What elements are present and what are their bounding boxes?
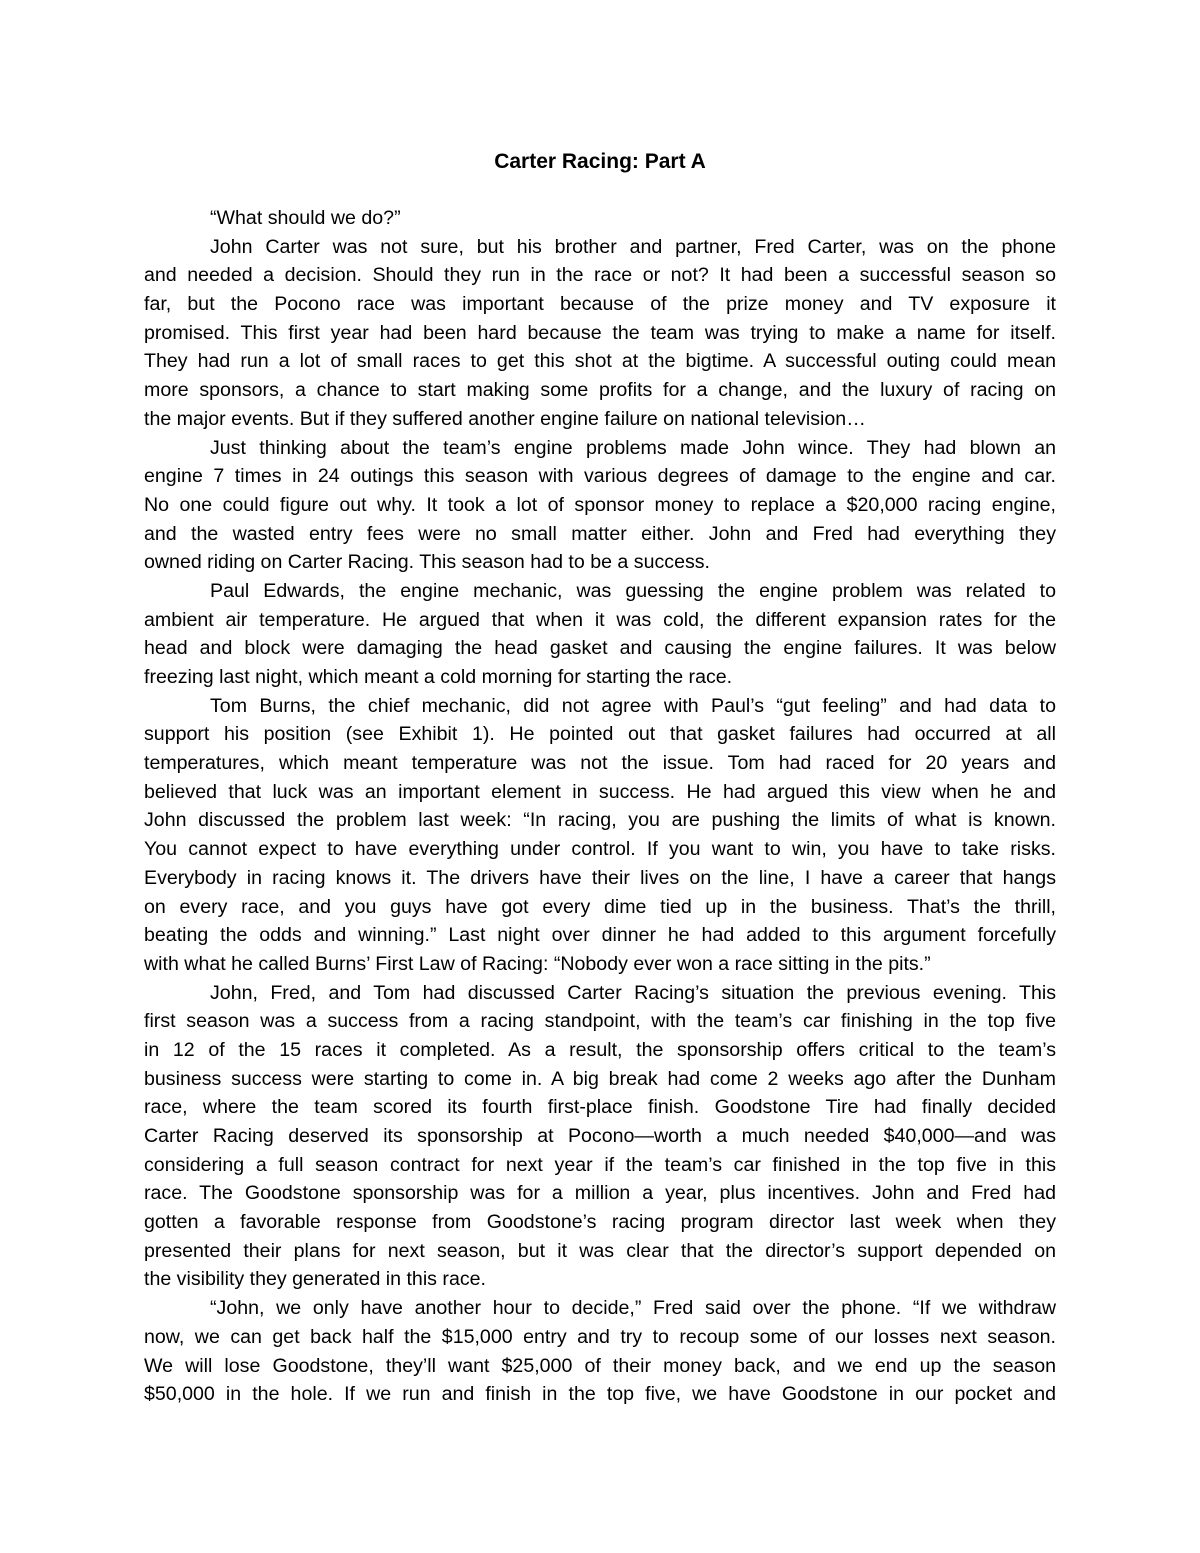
text-line: owned riding on Carter Racing. This season had to be a success. <box>144 551 710 574</box>
text-line: and the wasted entry fees were no small matter either. John and Fred had everything they <box>144 522 1056 545</box>
text-line: business success were starting to come in. A big break had come 2 weeks ago after the Dunham <box>144 1067 1056 1090</box>
text-line: considering a full season contract for next year if the team’s car finished in the top five in this <box>144 1153 1056 1176</box>
text-line: freezing last night, which meant a cold morning for starting the race. <box>144 666 733 688</box>
text-line: Carter Racing deserved its sponsorship at Pocono—worth a much needed $40,000—and was <box>144 1125 1056 1147</box>
text-line: presented their plans for next season, but it was clear that the director’s support depended on <box>144 1239 1056 1262</box>
text-line: head and block were damaging the head gasket and causing the engine failures. It was below <box>144 637 1056 660</box>
text-line: We will lose Goodstone, they’ll want $25,000 of their money back, and we end up the season <box>144 1354 1056 1377</box>
text-line: John discussed the problem last week: “In racing, you are pushing the limits of what is known. <box>144 809 1056 832</box>
text-line: $50,000 in the hole. If we run and finish in the top five, we have Goodstone in our pocket and <box>144 1383 1056 1406</box>
text-line: more sponsors, a chance to start making some profits for a change, and the luxury of racing on <box>144 379 1056 402</box>
text-line: believed that luck was an important element in success. He had argued this view when he and <box>144 780 1056 803</box>
text-line: first season was a success from a racing standpoint, with the team’s car finishing in the top five <box>144 1010 1056 1033</box>
text-line: You cannot expect to have everything under control. If you want to win, you have to take risks. <box>144 838 1056 861</box>
text-line: John, Fred, and Tom had discussed Carter Racing’s situation the previous evening. This <box>210 981 1056 1004</box>
document-body <box>144 204 1056 1409</box>
text-line: John Carter was not sure, but his brother and partner, Fred Carter, was on the phone <box>210 235 1056 258</box>
text-line: promised. This first year had been hard because the team was trying to make a name for itself. <box>144 321 1056 344</box>
text-line: Paul Edwards, the engine mechanic, was guessing the engine problem was related to <box>210 579 1056 602</box>
text-line: Tom Burns, the chief mechanic, did not agree with Paul’s “gut feeling” and had data to <box>210 694 1056 717</box>
text-line: the visibility they generated in this race. <box>144 1268 486 1291</box>
text-line: No one could figure out why. It took a lot of sponsor money to replace a $20,000 racing engine, <box>144 493 1056 516</box>
text-line: Just thinking about the team’s engine problems made John wince. They had blown an <box>210 436 1056 459</box>
text-line: support his position (see Exhibit 1). He pointed out that gasket failures had occurred at all <box>144 723 1056 746</box>
text-line: beating the odds and winning.” Last night over dinner he had added to this argument forcefully <box>144 924 1056 947</box>
text-line: the major events. But if they suffered another engine failure on national television… <box>144 407 866 430</box>
text-line: with what he called Burns’ First Law of Racing: “Nobody ever won a race sitting in the pits.” <box>144 952 931 975</box>
text-line: race, where the team scored its fourth first-place finish. Goodstone Tire had finally decided <box>144 1096 1056 1119</box>
text-line: “John, we only have another hour to decide,” Fred said over the phone. “If we withdraw <box>210 1297 1056 1320</box>
text-line: and needed a decision. Should they run in the race or not? It had been a successful season so <box>144 264 1056 287</box>
text-line: ambient air temperature. He argued that when it was cold, the different expansion rates for the <box>144 608 1056 631</box>
document-title: Carter Racing: Part A <box>494 150 706 173</box>
text-line: Everybody in racing knows it. The drivers have their lives on the line, I have a career that hangs <box>144 866 1056 889</box>
text-line: temperatures, which meant temperature was not the issue. Tom had raced for 20 years and <box>144 752 1056 775</box>
text-line: in 12 of the 15 races it completed. As a result, the sponsorship offers critical to the team’s <box>144 1038 1056 1061</box>
text-line: on every race, and you guys have got every dime tied up in the business. That’s the thrill, <box>144 895 1056 918</box>
text-line: “What should we do?” <box>210 207 401 229</box>
text-line: gotten a favorable response from Goodstone’s racing program director last week when they <box>144 1211 1056 1234</box>
text-line: race. The Goodstone sponsorship was for a million a year, plus incentives. John and Fred had <box>144 1182 1056 1205</box>
text-line: They had run a lot of small races to get this shot at the bigtime. A successful outing could mean <box>144 350 1056 373</box>
text-line: far, but the Pocono race was important because of the prize money and TV exposure it <box>144 293 1056 316</box>
text-line: engine 7 times in 24 outings this season with various degrees of damage to the engine and car. <box>144 465 1056 488</box>
text-line: now, we can get back half the $15,000 entry and try to recoup some of our losses next season. <box>144 1325 1056 1348</box>
